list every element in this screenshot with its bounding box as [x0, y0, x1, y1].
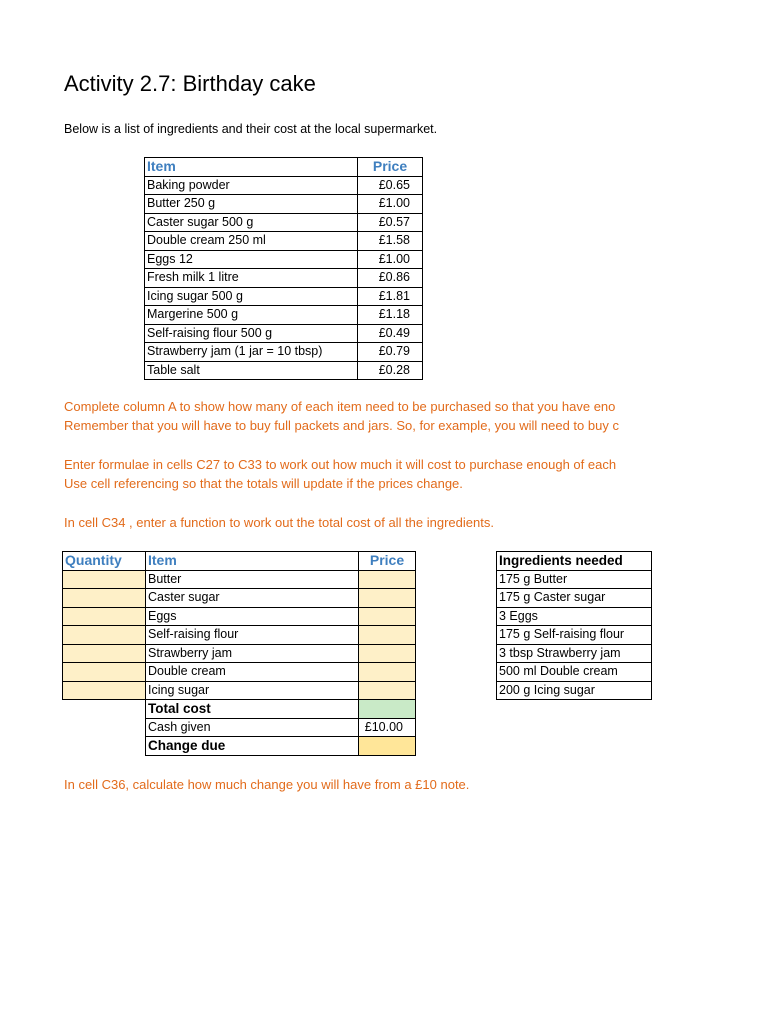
- needed-cell[interactable]: 3 Eggs: [497, 607, 652, 626]
- change-due-cell[interactable]: [359, 737, 416, 756]
- ingredient-row: [63, 607, 416, 626]
- needed-cell[interactable]: 175 g Caster sugar: [497, 589, 652, 608]
- item-cell[interactable]: Butter 250 g: [145, 195, 358, 214]
- item-cell[interactable]: Fresh milk 1 litre: [145, 269, 358, 288]
- price-row: [145, 232, 423, 251]
- price-row: [145, 195, 423, 214]
- price-cell[interactable]: £1.58: [358, 232, 423, 251]
- price-cell[interactable]: £1.00: [358, 195, 423, 214]
- item-cell[interactable]: Self-raising flour 500 g: [145, 324, 358, 343]
- empty-cell: [63, 737, 146, 756]
- instruction-line: In cell C36, calculate how much change you will have from a £10 note.: [64, 777, 470, 792]
- needed-cell[interactable]: 3 tbsp Strawberry jam: [497, 644, 652, 663]
- quantity-cell[interactable]: [63, 663, 146, 682]
- instruction-line: Enter formulae in cells C27 to C33 to work out how much it will cost to purchase enough of each: [64, 457, 617, 472]
- ingredients-needed-header[interactable]: Ingredients needed: [497, 552, 652, 571]
- price-cell[interactable]: £0.57: [358, 213, 423, 232]
- price-row: [145, 287, 423, 306]
- intro-text: Below is a list of ingredients and their cost at the local supermarket.: [64, 122, 438, 136]
- price-row: [145, 269, 423, 288]
- instruction-line: In cell C34 , enter a function to work out the total cost of all the ingredients.: [64, 515, 494, 530]
- empty-cell: [63, 718, 146, 737]
- price-row: [145, 343, 423, 362]
- needed-cell[interactable]: 175 g Self-raising flour: [497, 626, 652, 645]
- page-title: Activity 2.7: Birthday cake: [64, 71, 316, 96]
- quantity-cell[interactable]: [63, 644, 146, 663]
- change-due-label[interactable]: Change due: [146, 737, 359, 756]
- item-cell[interactable]: Butter: [146, 570, 359, 589]
- item-cell[interactable]: Eggs 12: [145, 250, 358, 269]
- price-cell[interactable]: £0.79: [358, 343, 423, 362]
- item-cell[interactable]: Table salt: [145, 361, 358, 380]
- cash-given-label[interactable]: Cash given: [146, 718, 359, 737]
- price-cell[interactable]: [359, 589, 416, 608]
- quantity-cell[interactable]: [63, 626, 146, 645]
- price-cell[interactable]: [359, 626, 416, 645]
- item-cell[interactable]: Baking powder: [145, 176, 358, 195]
- price-cell[interactable]: £1.00: [358, 250, 423, 269]
- price-cell[interactable]: £1.18: [358, 306, 423, 325]
- price-cell[interactable]: [359, 644, 416, 663]
- price-cell[interactable]: £0.28: [358, 361, 423, 380]
- price-cell[interactable]: [359, 570, 416, 589]
- instruction-line: Use cell referencing so that the totals will update if the prices change.: [64, 476, 463, 491]
- price-table-header: [145, 158, 423, 177]
- price-cell[interactable]: [359, 607, 416, 626]
- ingredient-row: [63, 681, 416, 700]
- needed-cell[interactable]: 200 g Icing sugar: [497, 681, 652, 700]
- calculation-table: [62, 551, 416, 756]
- price-row: [145, 213, 423, 232]
- quantity-cell[interactable]: [63, 681, 146, 700]
- needed-row: [497, 644, 652, 663]
- cash-given-cell[interactable]: £10.00: [359, 718, 416, 737]
- ingredient-row: [63, 663, 416, 682]
- needed-row: [497, 663, 652, 682]
- ingredient-row: [63, 644, 416, 663]
- price-row: [145, 250, 423, 269]
- total-cost-cell[interactable]: [359, 700, 416, 719]
- total-row: [63, 700, 416, 719]
- item-cell[interactable]: Double cream 250 ml: [145, 232, 358, 251]
- cash-row: [63, 718, 416, 737]
- quantity-cell[interactable]: [63, 570, 146, 589]
- price-row: [145, 361, 423, 380]
- empty-cell: [63, 700, 146, 719]
- change-row: [63, 737, 416, 756]
- calc-table-header: [63, 552, 416, 571]
- price-row: [145, 176, 423, 195]
- needed-cell[interactable]: 175 g Butter: [497, 570, 652, 589]
- ingredient-row: [63, 570, 416, 589]
- item-cell[interactable]: Self-raising flour: [146, 626, 359, 645]
- needed-row: [497, 570, 652, 589]
- needed-table-header: [497, 552, 652, 571]
- price-cell[interactable]: [359, 663, 416, 682]
- needed-row: [497, 681, 652, 700]
- price-table: [144, 157, 423, 380]
- price-row: [145, 324, 423, 343]
- ingredients-needed-table: [496, 551, 652, 700]
- item-cell[interactable]: Margerine 500 g: [145, 306, 358, 325]
- item-cell[interactable]: Strawberry jam (1 jar = 10 tbsp): [145, 343, 358, 362]
- total-cost-label[interactable]: Total cost: [146, 700, 359, 719]
- price-header[interactable]: Price: [359, 552, 416, 571]
- item-cell[interactable]: Icing sugar 500 g: [145, 287, 358, 306]
- item-cell[interactable]: Double cream: [146, 663, 359, 682]
- item-cell[interactable]: Eggs: [146, 607, 359, 626]
- needed-cell[interactable]: 500 ml Double cream: [497, 663, 652, 682]
- price-cell[interactable]: £0.86: [358, 269, 423, 288]
- instruction-line: Complete column A to show how many of each item need to be purchased so that you have eno: [64, 399, 616, 414]
- item-cell[interactable]: Caster sugar 500 g: [145, 213, 358, 232]
- price-header[interactable]: Price: [358, 158, 423, 177]
- price-cell[interactable]: £0.65: [358, 176, 423, 195]
- quantity-header[interactable]: Quantity: [63, 552, 146, 571]
- item-cell[interactable]: Strawberry jam: [146, 644, 359, 663]
- price-row: [145, 306, 423, 325]
- needed-row: [497, 607, 652, 626]
- ingredient-row: [63, 589, 416, 608]
- item-cell[interactable]: Icing sugar: [146, 681, 359, 700]
- item-header[interactable]: Item: [145, 158, 358, 177]
- price-cell[interactable]: £0.49: [358, 324, 423, 343]
- instruction-line: Remember that you will have to buy full packets and jars. So, for example, you will need to buy c: [64, 418, 619, 433]
- item-cell[interactable]: Caster sugar: [146, 589, 359, 608]
- ingredient-row: [63, 626, 416, 645]
- needed-row: [497, 626, 652, 645]
- quantity-cell[interactable]: [63, 607, 146, 626]
- item-header[interactable]: Item: [146, 552, 359, 571]
- quantity-cell[interactable]: [63, 589, 146, 608]
- needed-row: [497, 589, 652, 608]
- price-cell[interactable]: [359, 681, 416, 700]
- price-cell[interactable]: £1.81: [358, 287, 423, 306]
